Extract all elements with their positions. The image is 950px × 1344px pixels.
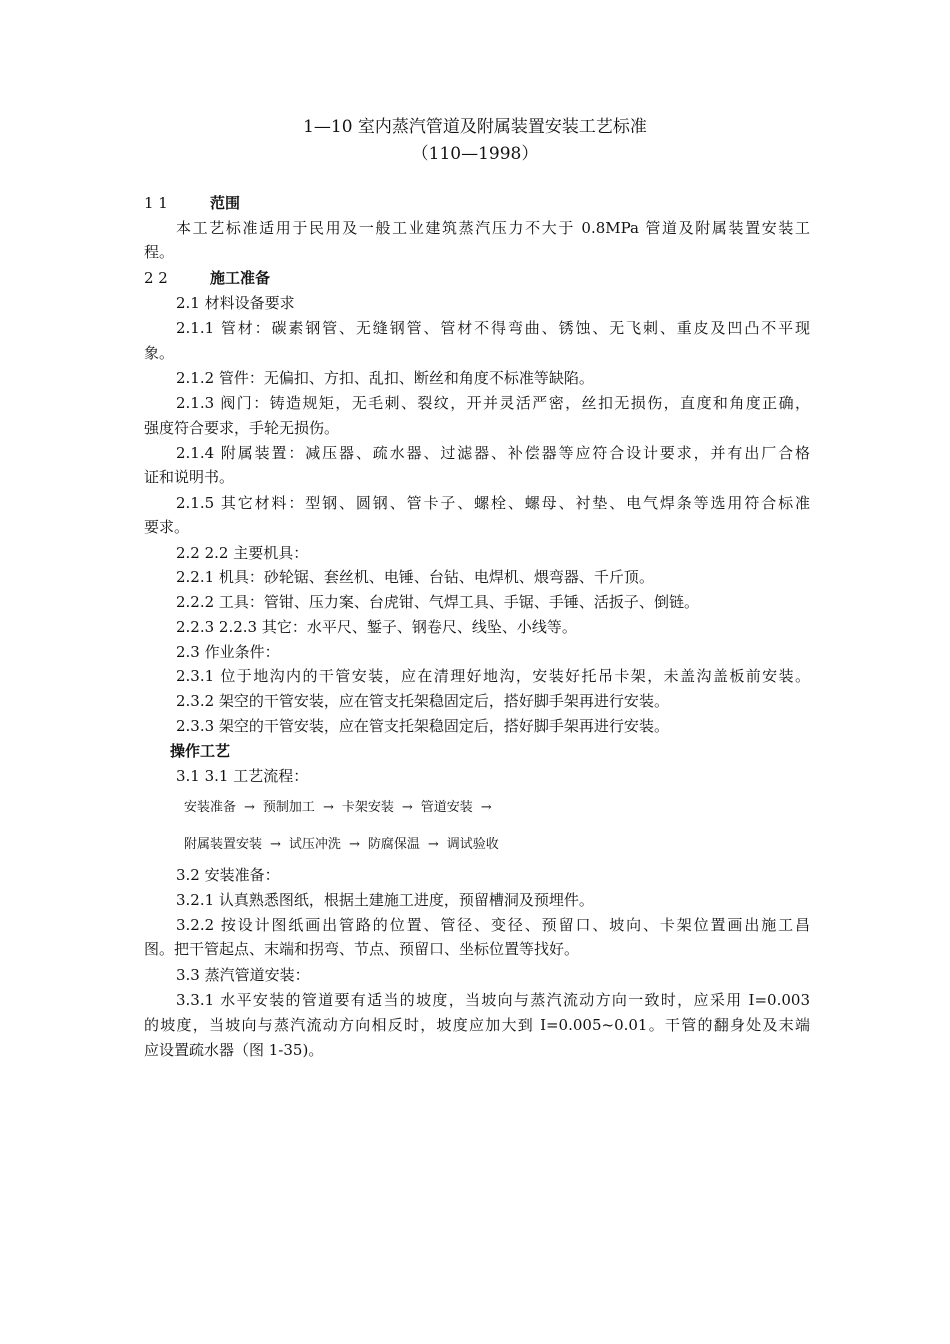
para-3-1: 3.1 3.1 工艺流程： <box>176 767 309 785</box>
para-2-3: 2.3 作业条件： <box>176 643 280 661</box>
para-2-3-2: 2.3.2 架空的干管安装，应在管支托架稳固定后，搭好脚手架再进行安装。 <box>176 692 669 710</box>
para-3-2-2-line2: 图。把干管起点、末端和拐弯、节点、预留口、坐标位置等找好。 <box>144 940 580 958</box>
para-3-3: 3.3 蒸汽管道安装： <box>176 966 310 984</box>
arrow-right-icon: → <box>270 837 281 852</box>
section-1-title: 范围 <box>210 194 241 212</box>
para-2-3-3: 2.3.3 架空的干管安装，应在管支托架稳固定后，搭好脚手架再进行安装。 <box>176 717 669 735</box>
flow-step: 管道安装 <box>420 800 473 815</box>
section-3-title: 操作工艺 <box>170 742 231 760</box>
para-2-1-5-line1: 2.1.5 其它材料：型钢、圆钢、管卡子、螺栓、螺母、衬垫、电气焊条等选用符合标准 <box>176 494 810 512</box>
arrow-right-icon: → <box>244 800 255 815</box>
flow-step: 试压冲洗 <box>288 837 341 852</box>
section-1-heading <box>144 191 810 215</box>
section-1-body-line2: 程。 <box>144 243 175 261</box>
para-2-1-2: 2.1.2 管件：无偏扣、方扣、乱扣、断丝和角度不标准等缺陷。 <box>176 369 594 387</box>
flow-step: 安装准备 <box>184 800 237 815</box>
para-2-1-5-line2: 要求。 <box>144 518 190 536</box>
section-2-heading <box>144 266 810 290</box>
arrow-right-icon: → <box>322 800 334 815</box>
flow-step: 预制加工 <box>262 800 315 815</box>
para-2-2-1: 2.2.1 机具：砂轮锯、套丝机、电锤、台钻、电焊机、煨弯器、千斤顶。 <box>176 568 654 586</box>
para-3-3-1-line3: 应设置疏水器（图 1-35)。 <box>144 1041 324 1059</box>
para-2-1-4-line1: 2.1.4 附属装置：减压器、疏水器、过滤器、补偿器等应符合设计要求，并有出厂合格 <box>176 444 810 462</box>
document-subtitle: （110—1998） <box>411 144 539 164</box>
process-flow-row-2 <box>184 835 499 855</box>
flow-step: 调试验收 <box>446 837 499 852</box>
para-3-2: 3.2 安装准备： <box>176 866 280 884</box>
para-3-3-1-line2: 的坡度，当坡向与蒸汽流动方向相反时，坡度应加大到 I=0.005~0.01。干管的翻身处及末端 <box>144 1016 810 1034</box>
arrow-right-icon: → <box>480 800 492 815</box>
flow-step: 防腐保温 <box>367 837 420 852</box>
para-2-1-4-line2: 证和说明书。 <box>144 468 235 486</box>
section-1-body-line1: 本工艺标准适用于民用及一般工业建筑蒸汽压力不大于 0.8MPa 管道及附属装置安装工 <box>176 219 810 237</box>
flow-step: 卡架安装 <box>341 800 394 815</box>
para-3-2-1: 3.2.1 认真熟悉图纸，根据土建施工进度，预留槽洞及预埋件。 <box>176 891 594 909</box>
para-2-1: 2.1 材料设备要求 <box>176 294 295 312</box>
section-1-number: 1 1 <box>144 194 168 212</box>
para-2-2-3: 2.2.3 2.2.3 其它：水平尺、錾子、钢卷尺、线坠、小线等。 <box>176 618 577 636</box>
arrow-right-icon: → <box>348 837 360 852</box>
para-3-3-1-line1: 3.3.1 水平安装的管道要有适当的坡度，当坡向与蒸汽流动方向一致时，应采用 I=0.003 <box>176 991 810 1009</box>
section-2-title: 施工准备 <box>210 269 271 287</box>
process-flow-row-1 <box>184 798 500 818</box>
para-2-1-3-line2: 强度符合要求，手轮无损伤。 <box>144 419 340 437</box>
para-2-1-1-line1: 2.1.1 管材：碳素钢管、无缝钢管、管材不得弯曲、锈蚀、无飞刺、重皮及凹凸不平现 <box>176 319 810 337</box>
para-2-1-1-line2: 象。 <box>144 344 175 362</box>
arrow-right-icon: → <box>427 837 439 852</box>
para-2-2: 2.2 2.2 主要机具： <box>176 544 309 562</box>
document-title: 1—10 室内蒸汽管道及附属装置安装工艺标准 <box>303 117 647 137</box>
flow-step: 附属装置安装 <box>184 837 263 852</box>
arrow-right-icon: → <box>401 800 413 815</box>
para-2-3-1: 2.3.1 位于地沟内的干管安装，应在清理好地沟，安装好托吊卡架，未盖沟盖板前安装。 <box>176 667 810 685</box>
para-2-1-3-line1: 2.1.3 阀门：铸造规矩，无毛刺、裂纹，开并灵活严密，丝扣无损伤，直度和角度正确， <box>176 394 810 412</box>
para-2-2-2: 2.2.2 工具：管钳、压力案、台虎钳、气焊工具、手锯、手锤、活扳子、倒链。 <box>176 593 699 611</box>
para-3-2-2-line1: 3.2.2 按设计图纸画出管路的位置、管径、变径、预留口、坡向、卡架位置画出施工昌 <box>176 916 810 934</box>
section-2-number: 2 2 <box>144 269 168 287</box>
